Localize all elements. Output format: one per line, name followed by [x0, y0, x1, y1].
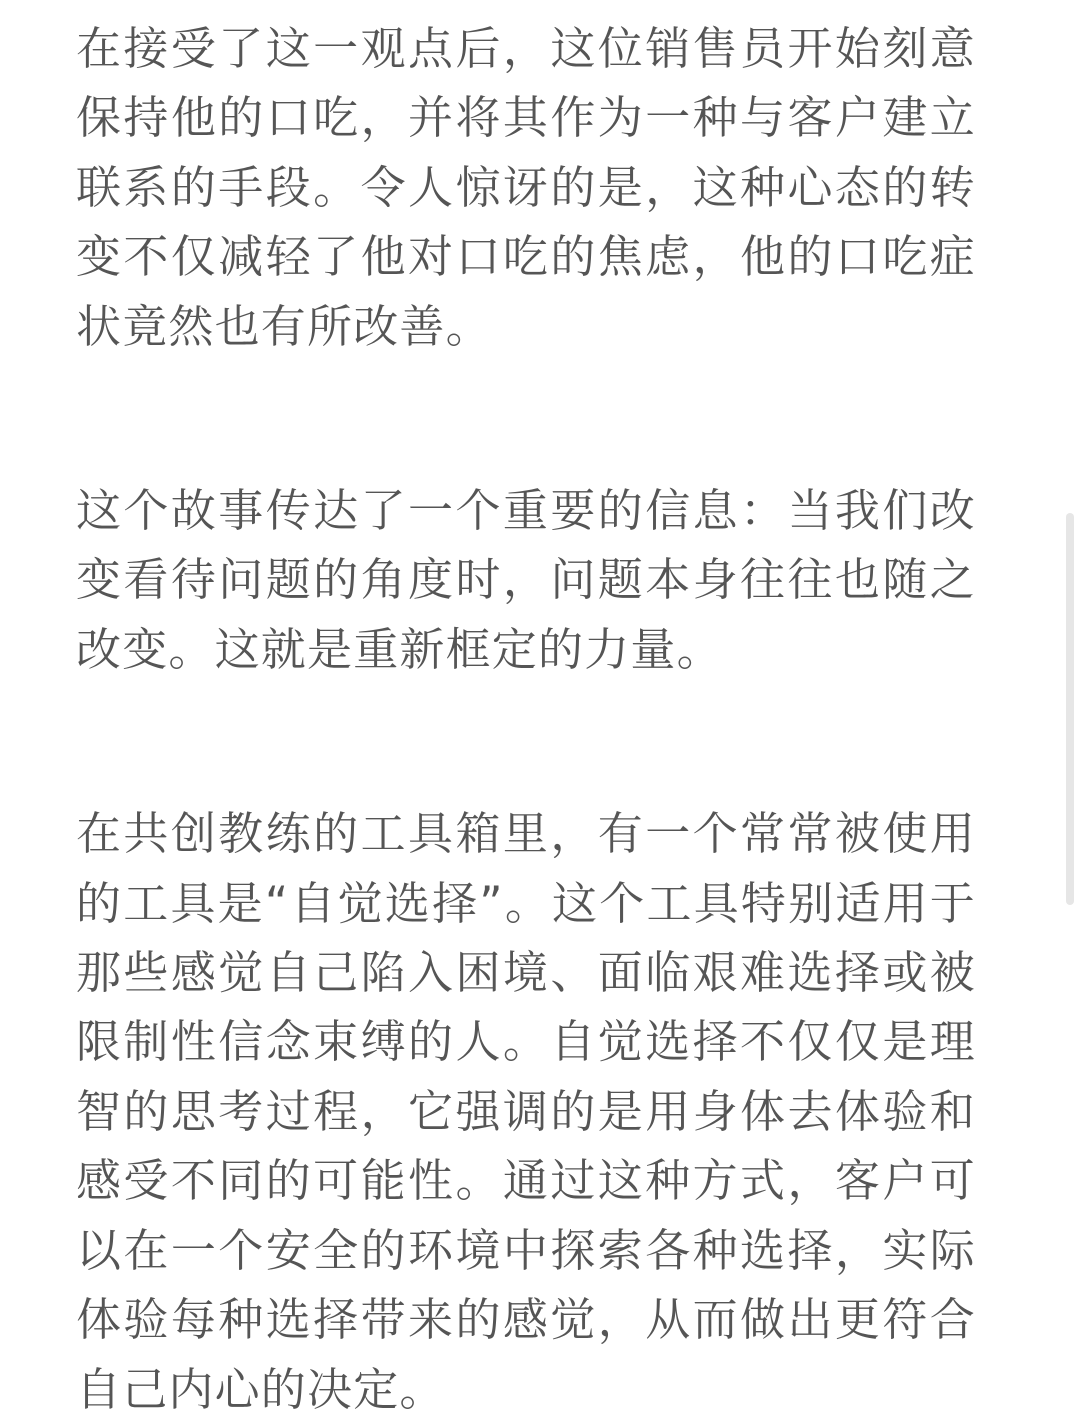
article-paragraph-1: 在接受了这一观点后，这位销售员开始刻意保持他的口吃，并将其作为一种与客户建立联系的手段。令人惊讶的是，这种心态的转变不仅减轻了他对口吃的焦虑，他的口吃症状竟然也有所改善。: [76, 22, 976, 353]
article-body: [76, 14, 976, 1424]
vertical-scrollbar[interactable]: [1062, 0, 1080, 1410]
scrollbar-thumb[interactable]: [1066, 513, 1074, 905]
article-paragraph-2: 这个故事传达了一个重要的信息：当我们改变看待问题的角度时，问题本身往往也随之改变。这就是重新框定的力量。: [76, 484, 976, 676]
article-paragraph-3: 在共创教练的工具箱里，有一个常常被使用的工具是“自觉选择”。这个工具特别适用于那些感觉自己陷入困境、面临艰难选择或被限制性信念束缚的人。自觉选择不仅仅是理智的思考过程，它强调的是用身体去体验和感受不同的可能性。通过这种方式，客户可以在一个安全的环境中探索各种选择，实际体验每种选择带来的感觉，从而做出更符合自己内心的决定。: [76, 807, 976, 1416]
paragraph-spacer: [76, 361, 976, 476]
paragraph-spacer: [76, 684, 976, 799]
